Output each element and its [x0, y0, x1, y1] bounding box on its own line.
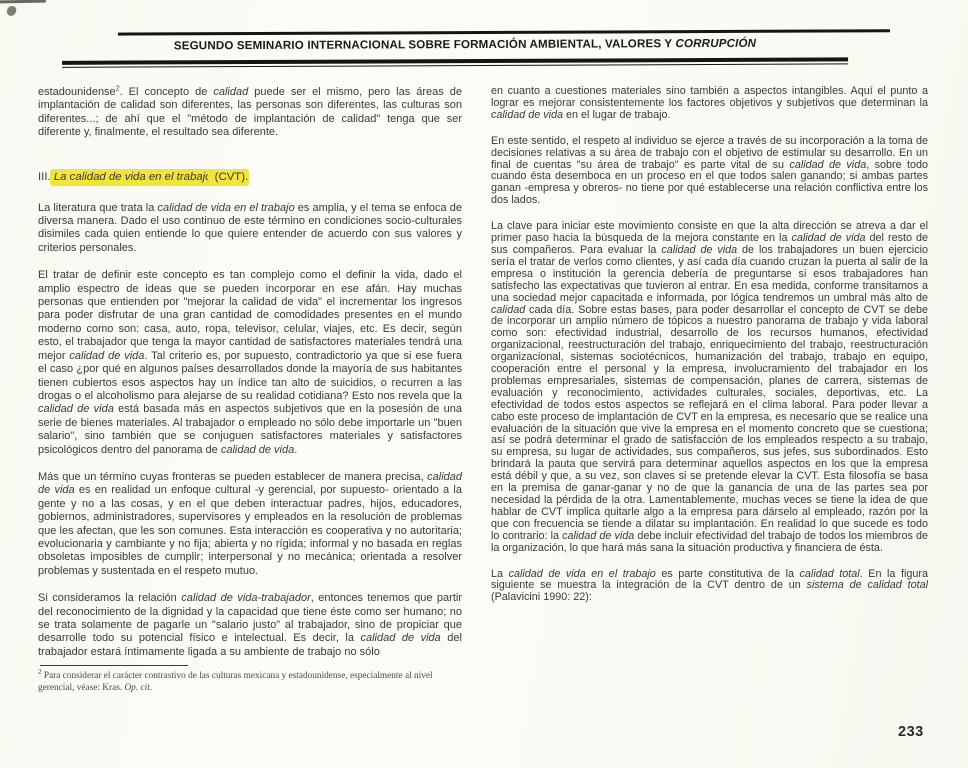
text-segment: La literatura que trata la: [38, 201, 158, 214]
text-segment: calidad de vida: [360, 632, 441, 645]
highlighted-text: La calidad de vida en el trabajo: [54, 169, 212, 186]
paragraph-cuanto: [491, 86, 928, 122]
text-segment: calidad de vida en el trabajo: [157, 201, 295, 214]
text-segment: calidad de vida: [38, 403, 114, 416]
page-number: 233: [898, 724, 924, 740]
paragraph-intro: [38, 86, 462, 140]
text-segment: calidad de vida: [562, 529, 635, 542]
text-segment: es amplia, y el tema se enfoca de diversa manera. Dado el uso continuo de este término en condiciones socio-culturales disimiles cada quien entiende lo que quiere entender de acuerdo con sus valores y criterios personales.: [38, 201, 462, 254]
footnote-text: [38, 668, 462, 695]
text-segment: El tratar de definir este concepto es tan complejo como el definir la vida, dado el amplio espectro de ideas que se pueden incorporar en ese afán. Hay muchas personas que entienden por "mejorar la calidad de vida" el incrementar los ingresos para poder disfrutar de una gran cantidad de comodidades presentes en el mundo moderno como son: casa, auto, ropa, televisor, celular, viajes, etc. Es decir, según esto, el trabajador que tenga la mayor cantidad de satisfactores materiales tendrá una mejor: [38, 269, 462, 362]
text-segment: 2: [38, 668, 42, 677]
footnote-rule: [40, 665, 188, 666]
text-segment: (Palavicini 1990: 22):: [491, 591, 592, 604]
text-segment: es en realidad un enfoque cultural -y gerencial, por supuesto- orientado a la gente y no a las cosas, y en el que deben interactuar padres, hijos, educadores, gobiernos, administradores, supervisores y empleados en la resolución de problemas que les afectan, que les son comunes. Esta interacción es cooperativa y no autoritaria; evolucionaria y cambiante y no fija; abierta y no rígida; informal y no basada en reglas obsoletas imposibles de cumplir; interpersonal y no mecánica; orientada a resolver problemas y sustentada en el respeto mutuo.: [38, 484, 462, 577]
right-column: [491, 86, 928, 618]
text-segment: calidad de vida: [491, 108, 564, 121]
text-segment: calidad: [213, 86, 249, 98]
left-column: [38, 86, 462, 709]
text-segment: calidad de vida: [791, 232, 866, 245]
text-segment: CORRUPCIÓN: [675, 36, 757, 51]
paragraph-mas-que: [38, 471, 462, 578]
header-top-rule: [118, 29, 890, 35]
text-segment: estadounidense: [38, 86, 116, 98]
footnote: [38, 665, 462, 695]
text-segment: del resto de sus compañeros. Para evaluar la: [491, 232, 928, 256]
paragraph-calidad-total: [491, 569, 928, 605]
text-segment: .: [294, 443, 298, 456]
paragraph-si-consideramos: [38, 592, 462, 659]
text-segment: .: [245, 170, 249, 183]
text-segment: debe incluir efectividad del trabajo de todos los miembros de la organización, lo que hará más sana la situación productiva y financiera de ésta.: [491, 529, 929, 554]
text-segment: calidad de vida: [661, 243, 738, 256]
text-segment: .: [149, 683, 153, 694]
text-segment: En este sentido, el respeto al individuo se ejerce a través de su incorporación a la toma de decisiones relativas a su área de trabajo con el objetivo de estimular su desarrollo. En un final de cuentas "su área de trabajo" es parte vital de su: [491, 134, 928, 171]
text-segment: . En la figura siguiente se muestra la integración de la CVT dentro de un: [491, 567, 928, 592]
text-segment: Para considerar el carácter contrastivo de las culturas mexicana y estadounidense, especialmente al nivel gerencial, véase: Kras.: [38, 671, 433, 694]
text-segment: calidad de vida: [220, 443, 295, 456]
text-segment: , entonces tenemos que partir del reconocimiento de la dignidad y la capacidad que tiene éste como ser humano; no se trata solamente de pagarle un "salario justo" al trabajador, sino de propiciar que desarrolle todo su potencial físico e intelectual. Es decir, la: [38, 592, 462, 645]
text-segment: en el lugar de trabajo.: [563, 108, 671, 121]
text-segment: SEGUNDO SEMINARIO INTERNACIONAL SOBRE FORMACIÓN AMBIENTAL, VALORES Y: [173, 37, 676, 53]
paragraph-literatura: [38, 202, 462, 256]
text-segment: calidad: [491, 303, 526, 316]
text-segment: en cuanto a cuestiones materiales sino también a aspectos intangibles. Aquí el punto a lograr es mejorar consistentemente los factores objetivos y subjetivos que determinan la: [491, 85, 928, 109]
highlighted-text: (CVT): [212, 169, 246, 186]
text-segment: , sobre todo cuando ésta desemboca en un proceso en el que todos salen ganando; si ambas partes ganan -empresa y obreros- no tiene por qué establecerse una relación conflictiva entre los dos lados.: [491, 158, 928, 207]
section-heading-cvt: [38, 170, 462, 185]
text-segment: . El concepto de: [119, 86, 214, 98]
paragraph-definir: [38, 269, 462, 457]
text-segment: Más que un término cuyas fronteras se pueden establecer de manera precisa,: [38, 470, 428, 483]
paragraph-clave: [491, 221, 928, 554]
text-segment: calidad de vida en el trabajo: [508, 567, 656, 580]
text-segment: es parte constitutiva de la: [655, 567, 800, 580]
text-segment: está basada más en aspectos subjetivos que en la posesión de una serie de bienes materiales. Al trabajador o empleado no sólo debe importarle un "buen salario", sino también que se conjuguen satisfactores materiales y satisfactores psicológicos dentro del panorama de: [38, 403, 462, 456]
paragraph-sentido: [491, 136, 928, 207]
header-title: [60, 36, 870, 53]
text-segment: La: [491, 567, 509, 580]
text-segment: calidad de vida: [789, 158, 867, 171]
text-segment: cada día. Sobre estas bases, para poder desarrollar el concepto de CVT se debe de incorporar un amplio número de tópicos a nuestro panorama de trabajo y vida laboral como son: efectividad industrial, desarrollo de los recursos humanos, efectividad organizacional, reestructuración del trabajo, enriquecimiento del trabajo, reestructuración organizacional, sistemas sociotécnicos, humanización del trabajo, trabajo en equipo, cooperación entre el personal y la empresa, involucramiento del trabajador en los problemas empresariales, sistemas de compensación, planes de carrera, sistemas de evaluación y reconocimiento, actividades culturales, sociales, deportivas, etc. La efectividad de todos estos aspectos se reflejará en el clima laboral. Para poder llevar a cabo este proceso de implantación de CVT en la empresa, es necesario que se realice una evaluación de la situación que vive la empresa en el momento concreto que se cuestiona; así se podrá determinar el grado de satisfacción de los empleados respecto a su trabajo, su empresa, su lugar de actividades, sus compañeros, sus jefes, sus subordinados. Esto brindará la pauta que servirá para determinar aquellos aspectos en los que la empresa está débil y que, a su vez, son claves si se pretende elevar la CVT. Esta filosofía se basa en la premisa de ganar-ganar y no de que la ganancia de una de las partes sea por necesidad la pérdida de la otra. Lamentablemente, muchas veces se tiene la idea de que hablar de CVT implica quitarle algo a la empresa para dárselo al empleado, razón por la que con frecuencia se tiende a dilatar su implantación. En realidad lo que sucede es todo lo contrario: la: [491, 303, 928, 542]
text-segment: del trabajador estará íntimamente ligada a su ambiente de trabajo no sólo: [38, 632, 462, 658]
text-segment: III.: [38, 170, 54, 183]
running-header: [0, 0, 968, 82]
text-segment: calidad de vida: [38, 470, 462, 497]
text-segment: 2: [115, 85, 120, 93]
text-segment: calidad de vida: [69, 349, 145, 362]
text-segment: de los trabajadores un buen ejercicio sería el tratar de verlos como clientes, y así cada día cuando cruzan la puerta al salir de la empresa o institución la gerencia debería de preguntarse si esos trabajadores han satisfecho las expectativas que tuvieron al entrar. En esa medida, conforme transitamos a una sociedad mejor capacitada e informada, por lógica tendremos un umbral más alto de: [491, 243, 928, 304]
text-segment: calidad total: [799, 567, 860, 580]
text-segment: La clave para iniciar este movimiento consiste en que la alta dirección se atreva a dar el primer paso hacia la búsqueda de la mejora constante en la: [491, 220, 928, 245]
text-segment: . Tal criterio es, por supuesto, contradictorio ya que si ese fuera el caso ¿por qué en algunos países desarrollados donde la mayoría de sus habitantes tienen cubiertos esos aspectos hay un índice tan alto de suicidios, o recurren a las drogas o el alcoholismo para alejarse de su realidad cotidiana? Esto nos revela que la: [38, 349, 463, 402]
header-bottom-rule: [62, 57, 848, 67]
text-segment: sistema de calidad total: [806, 579, 928, 592]
text-segment: calidad de vida-trabajador: [181, 592, 311, 605]
text-segment: Op. cit: [124, 683, 150, 694]
text-segment: puede ser el mismo, pero las áreas de implantación de calidad son diferentes, las personas son diferentes, las culturas son diferentes...; de ahí que el "método de implantación de calidad" tenga que ser diferente y, finalmente, el resultado sea diferente.: [38, 86, 462, 139]
text-segment: Si consideramos la relación: [38, 592, 182, 605]
